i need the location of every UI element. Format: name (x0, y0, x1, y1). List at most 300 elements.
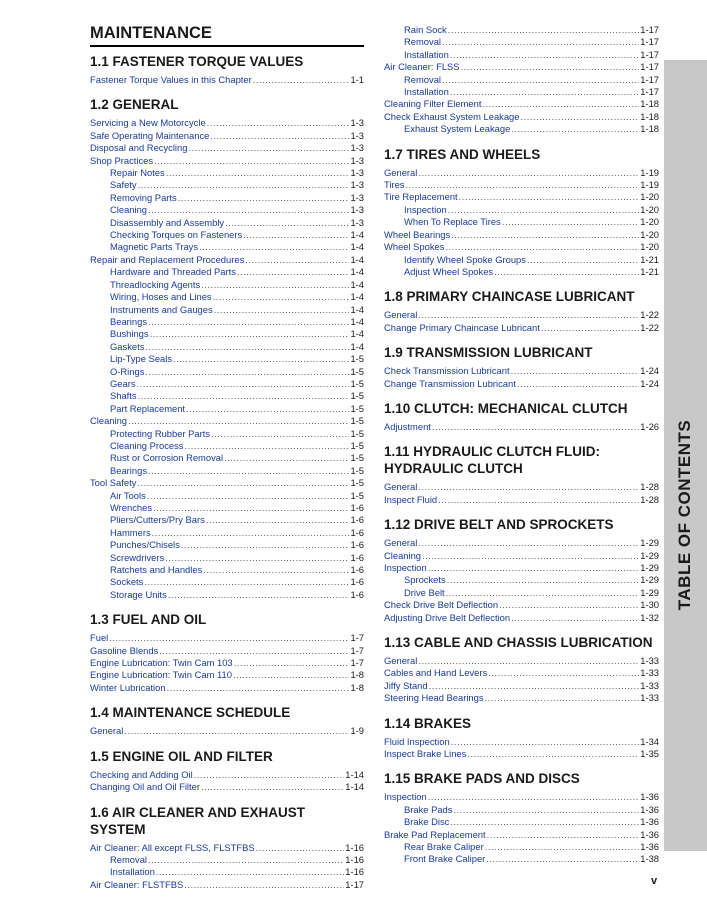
toc-entry-label[interactable]: Rain Sock (404, 24, 447, 35)
toc-entry-page[interactable]: 1-29 (640, 586, 659, 598)
toc-entry-label[interactable]: O-Rings (110, 365, 145, 377)
toc-entry-page[interactable]: 1-5 (350, 464, 364, 476)
toc-entry[interactable] (90, 854, 364, 866)
toc-entry[interactable] (90, 539, 364, 551)
toc-entry-label[interactable]: Adjustment (384, 420, 431, 432)
toc-entry[interactable] (90, 879, 364, 891)
toc-entry[interactable] (90, 514, 364, 526)
toc-entry-label[interactable]: Wheel Spokes (384, 241, 445, 253)
toc-entry-label[interactable]: Adjusting Drive Belt Deflection (384, 611, 511, 623)
toc-entry-label[interactable]: General (384, 537, 418, 549)
toc-entry-label[interactable]: General (384, 166, 418, 178)
toc-entry-label[interactable]: Repair and Replacement Procedures (90, 253, 245, 265)
toc-entry-label[interactable]: Threadlocking Agents (110, 278, 201, 290)
toc-entry-page[interactable]: 1-5 (350, 452, 364, 464)
toc-entry[interactable] (90, 552, 364, 564)
toc-entry-page[interactable]: 1-33 (640, 679, 659, 691)
toc-entry-page[interactable]: 1-36 (640, 803, 659, 815)
toc-entry-page[interactable]: 1-17 (640, 36, 659, 48)
toc-entry-page[interactable]: 1-33 (640, 655, 659, 666)
toc-entry[interactable] (90, 192, 364, 204)
toc-entry[interactable] (384, 550, 659, 562)
toc-entry-label[interactable]: Protecting Rubber Parts (110, 427, 211, 439)
toc-entry[interactable] (90, 378, 364, 390)
toc-entry[interactable] (384, 254, 659, 266)
toc-entry-page[interactable]: 1-7 (350, 657, 364, 669)
toc-entry-page[interactable]: 1-36 (640, 791, 659, 803)
toc-entry-label[interactable]: Part Replacement (110, 402, 186, 414)
toc-entry-page[interactable]: 1-29 (640, 574, 659, 586)
toc-entry-page[interactable]: 1-6 (350, 539, 364, 551)
toc-entry-page[interactable]: 1-3 (350, 154, 364, 166)
toc-entry-page[interactable]: 1-35 (640, 748, 659, 760)
toc-entry-label[interactable]: Brake Pads (404, 803, 453, 815)
toc-entry-label[interactable]: General (384, 655, 418, 666)
toc-entry[interactable] (384, 111, 659, 123)
toc-entry-page[interactable]: 1-20 (640, 203, 659, 215)
toc-entry[interactable] (90, 366, 364, 378)
toc-entry[interactable] (90, 725, 364, 737)
toc-entry-label[interactable]: Shafts (110, 390, 137, 402)
toc-entry-label[interactable]: Installation (110, 866, 155, 878)
toc-entry-page[interactable]: 1-16 (345, 841, 364, 853)
toc-entry-label[interactable]: Air Cleaner: FLSTFBS (90, 878, 184, 890)
toc-entry-label[interactable]: Safety (110, 179, 137, 191)
toc-entry-label[interactable]: Engine Lubrication: Twin Cam 110 (90, 669, 232, 681)
section-heading[interactable]: 1.1 FASTENER TORQUE VALUES (90, 54, 304, 69)
toc-entry[interactable] (384, 853, 659, 865)
toc-entry[interactable] (90, 490, 364, 502)
toc-entry-label[interactable]: Change Primary Chaincase Lubricant (384, 321, 540, 333)
toc-entry-page[interactable]: 1-17 (640, 61, 659, 73)
toc-entry-page[interactable]: 1-4 (350, 340, 364, 352)
toc-entry-label[interactable]: Cleaning Filter Element (384, 98, 482, 110)
toc-entry-page[interactable]: 1-21 (640, 265, 659, 277)
toc-entry[interactable] (384, 692, 659, 704)
toc-entry[interactable] (384, 804, 659, 816)
toc-entry-page[interactable]: 1-8 (350, 681, 364, 693)
toc-entry-label[interactable]: Servicing a New Motorcycle (90, 117, 206, 129)
toc-entry[interactable] (90, 229, 364, 241)
toc-entry-page[interactable]: 1-29 (640, 537, 659, 549)
toc-entry[interactable] (90, 241, 364, 253)
toc-entry-page[interactable]: 1-3 (350, 167, 364, 179)
toc-entry-label[interactable]: General (384, 481, 418, 493)
toc-entry[interactable] (384, 167, 659, 179)
toc-entry-label[interactable]: Pliers/Cutters/Pry Bars (110, 514, 205, 526)
toc-entry-label[interactable]: Cleaning (90, 415, 128, 427)
toc-entry-page[interactable]: 1-3 (350, 179, 364, 191)
toc-entry-label[interactable]: Cleaning Process (110, 439, 184, 451)
toc-entry-label[interactable]: Fastener Torque Values in this Chapter (90, 74, 252, 85)
toc-entry[interactable] (384, 266, 659, 278)
toc-entry[interactable] (384, 74, 659, 86)
toc-entry-page[interactable]: 1-3 (350, 129, 364, 141)
toc-entry-page[interactable]: 1-3 (350, 191, 364, 203)
toc-entry-label[interactable]: Removing Parts (110, 191, 177, 203)
toc-entry-page[interactable]: 1-33 (640, 692, 659, 704)
section-heading[interactable]: 1.13 CABLE AND CHASSIS LUBRICATION (384, 635, 653, 650)
toc-entry-label[interactable]: Fluid Inspection (384, 735, 450, 747)
toc-entry-label[interactable]: Gears (110, 377, 136, 389)
toc-entry[interactable] (90, 279, 364, 291)
toc-entry[interactable] (90, 645, 364, 657)
toc-entry-label[interactable]: Tire Replacement (384, 191, 458, 203)
toc-entry-page[interactable]: 1-38 (640, 853, 659, 865)
toc-entry[interactable] (90, 117, 364, 129)
toc-entry-label[interactable]: Disassembly and Assembly (110, 216, 225, 228)
toc-entry[interactable] (90, 341, 364, 353)
section-heading[interactable]: 1.6 AIR CLEANER AND EXHAUST SYSTEM (90, 804, 306, 837)
toc-entry-label[interactable]: Bearings (110, 315, 148, 327)
toc-entry-label[interactable]: Inspection (384, 791, 427, 803)
toc-entry-label[interactable]: Inspection (384, 561, 427, 573)
toc-entry-label[interactable]: Cables and Hand Levers (384, 667, 488, 679)
toc-entry[interactable] (90, 217, 364, 229)
toc-entry-label[interactable]: Inspect Fluid (384, 493, 438, 505)
toc-entry-page[interactable]: 1-3 (350, 204, 364, 216)
toc-entry-page[interactable]: 1-21 (640, 253, 659, 265)
toc-entry-page[interactable]: 1-4 (350, 229, 364, 241)
toc-entry[interactable] (90, 266, 364, 278)
toc-entry-label[interactable]: Installation (404, 86, 449, 98)
toc-entry-label[interactable]: Storage Units (110, 588, 167, 600)
toc-entry[interactable] (90, 657, 364, 669)
toc-entry-page[interactable]: 1-28 (640, 481, 659, 493)
toc-entry-page[interactable]: 1-3 (350, 117, 364, 129)
toc-entry-page[interactable]: 1-4 (350, 241, 364, 253)
toc-entry-label[interactable]: Air Tools (110, 489, 146, 501)
toc-entry-page[interactable]: 1-36 (640, 828, 659, 840)
toc-entry[interactable] (384, 667, 659, 679)
toc-entry-page[interactable]: 1-6 (350, 564, 364, 576)
toc-entry-label[interactable]: Instruments and Gauges (110, 303, 213, 315)
toc-entry-label[interactable]: Sprockets (404, 574, 446, 586)
toc-entry-page[interactable]: 1-14 (345, 781, 364, 793)
toc-entry-label[interactable]: Safe Operating Maintenance (90, 129, 210, 141)
toc-entry-page[interactable]: 1-5 (350, 353, 364, 365)
toc-entry[interactable] (90, 316, 364, 328)
toc-entry-page[interactable]: 1-36 (640, 816, 659, 828)
toc-entry-label[interactable]: Removal (404, 73, 441, 85)
toc-entry-page[interactable]: 1-6 (350, 588, 364, 600)
toc-entry-label[interactable]: Exhaust System Leakage (404, 123, 511, 135)
toc-entry-page[interactable]: 1-5 (350, 365, 364, 377)
section-heading[interactable]: 1.2 GENERAL (90, 97, 179, 113)
toc-entry-page[interactable]: 1-9 (350, 725, 364, 737)
toc-entry-page[interactable]: 1-4 (350, 253, 364, 265)
toc-entry-page[interactable]: 1-7 (350, 632, 364, 644)
toc-entry-page[interactable]: 1-20 (640, 228, 659, 240)
toc-entry-page[interactable]: 1-3 (350, 142, 364, 154)
section-heading[interactable]: 1.12 DRIVE BELT AND SPROCKETS (384, 517, 614, 533)
toc-entry[interactable] (384, 204, 659, 216)
toc-entry[interactable] (384, 494, 659, 506)
toc-entry-label[interactable]: Gasoline Blends (90, 644, 159, 656)
toc-entry[interactable] (384, 481, 659, 493)
toc-entry[interactable] (384, 61, 659, 73)
toc-entry-page[interactable]: 1-18 (640, 98, 659, 110)
toc-entry-page[interactable]: 1-26 (640, 420, 659, 432)
toc-entry[interactable] (384, 241, 659, 253)
toc-entry[interactable] (90, 155, 364, 167)
toc-entry-page[interactable]: 1-17 (640, 24, 659, 35)
toc-entry-label[interactable]: Jiffy Stand (384, 679, 428, 691)
toc-entry-page[interactable]: 1-16 (345, 853, 364, 865)
toc-entry-label[interactable]: Magnetic Parts Trays (110, 241, 199, 253)
toc-entry-page[interactable]: 1-22 (640, 321, 659, 333)
toc-entry[interactable] (384, 179, 659, 191)
toc-entry[interactable] (90, 415, 364, 427)
toc-entry[interactable] (90, 589, 364, 601)
toc-entry-page[interactable]: 1-5 (350, 377, 364, 389)
toc-entry-page[interactable]: 1-1 (350, 74, 364, 85)
toc-entry[interactable] (384, 229, 659, 241)
toc-entry-page[interactable]: 1-4 (350, 328, 364, 340)
toc-entry-page[interactable]: 1-6 (350, 502, 364, 513)
toc-entry-page[interactable]: 1-5 (350, 489, 364, 501)
toc-entry[interactable] (384, 216, 659, 228)
toc-entry-label[interactable]: Bushings (110, 328, 149, 340)
toc-entry-label[interactable]: Ratchets and Handles (110, 564, 203, 576)
toc-entry-label[interactable]: Check Transmission Lubricant (384, 365, 510, 377)
toc-entry[interactable] (90, 632, 364, 644)
toc-entry-label[interactable]: Air Cleaner: All except FLSS, FLSTFBS (90, 841, 255, 853)
toc-entry[interactable] (90, 328, 364, 340)
toc-entry[interactable] (384, 574, 659, 586)
toc-entry-label[interactable]: Wheel Bearings (384, 228, 451, 240)
toc-entry[interactable] (384, 841, 659, 853)
toc-entry-page[interactable]: 1-32 (640, 611, 659, 623)
toc-entry-page[interactable]: 1-5 (350, 415, 364, 427)
toc-entry[interactable] (384, 736, 659, 748)
toc-entry-page[interactable]: 1-4 (350, 266, 364, 278)
toc-entry-label[interactable]: Rear Brake Caliper (404, 841, 484, 853)
toc-entry[interactable] (90, 682, 364, 694)
toc-entry[interactable] (384, 562, 659, 574)
toc-entry-label[interactable]: Tires (384, 179, 405, 191)
toc-entry-page[interactable]: 1-36 (640, 841, 659, 853)
toc-entry-page[interactable]: 1-33 (640, 667, 659, 679)
toc-entry[interactable] (90, 403, 364, 415)
section-heading[interactable]: 1.8 PRIMARY CHAINCASE LUBRICANT (384, 289, 635, 305)
section-heading[interactable]: 1.11 HYDRAULIC CLUTCH FLUID: HYDRAULIC CLUTCH (384, 444, 601, 477)
toc-entry[interactable] (90, 440, 364, 452)
toc-entry-page[interactable]: 1-29 (640, 561, 659, 573)
toc-entry[interactable] (90, 390, 364, 402)
toc-entry[interactable] (384, 587, 659, 599)
toc-entry-label[interactable]: Removal (404, 36, 441, 48)
section-heading[interactable]: 1.5 ENGINE OIL AND FILTER (90, 748, 273, 764)
toc-entry-page[interactable]: 1-18 (640, 123, 659, 135)
toc-entry-label[interactable]: Winter Lubrication (90, 681, 166, 693)
toc-entry[interactable] (90, 291, 364, 303)
toc-entry[interactable] (384, 599, 659, 611)
toc-entry[interactable] (90, 353, 364, 365)
toc-entry-label[interactable]: Lip-Type Seals (110, 353, 173, 365)
toc-entry-page[interactable]: 1-20 (640, 191, 659, 203)
toc-entry-page[interactable]: 1-4 (350, 291, 364, 303)
toc-entry[interactable] (384, 49, 659, 61)
toc-entry[interactable] (384, 86, 659, 98)
toc-entry-label[interactable]: Engine Lubrication: Twin Cam 103 (90, 657, 233, 669)
toc-entry-page[interactable]: 1-8 (350, 669, 364, 681)
toc-entry-label[interactable]: General (90, 725, 124, 737)
toc-entry-page[interactable]: 1-20 (640, 241, 659, 253)
toc-entry[interactable] (90, 304, 364, 316)
section-heading[interactable]: 1.3 FUEL AND OIL (90, 612, 207, 628)
toc-entry-page[interactable]: 1-5 (350, 402, 364, 414)
toc-entry-label[interactable]: Screwdrivers (110, 551, 165, 563)
toc-entry-label[interactable]: Inspect Brake Lines (384, 748, 467, 760)
toc-entry-label[interactable]: Rust or Corrosion Removal (110, 452, 224, 464)
toc-entry[interactable] (384, 680, 659, 692)
toc-entry-label[interactable]: Steering Head Bearings (384, 692, 484, 704)
section-heading[interactable]: 1.15 BRAKE PADS AND DISCS (384, 771, 580, 787)
toc-entry[interactable] (384, 537, 659, 549)
toc-entry-page[interactable]: 1-4 (350, 278, 364, 290)
toc-entry[interactable] (90, 477, 364, 489)
toc-entry-page[interactable]: 1-6 (350, 576, 364, 588)
toc-entry-page[interactable]: 1-4 (350, 303, 364, 315)
section-heading[interactable]: 1.14 BRAKES (384, 715, 472, 731)
toc-entry-page[interactable]: 1-3 (350, 216, 364, 228)
toc-entry-page[interactable]: 1-29 (640, 549, 659, 561)
toc-entry[interactable] (90, 576, 364, 588)
toc-entry-page[interactable]: 1-7 (350, 644, 364, 656)
toc-entry-label[interactable]: Changing Oil and Oil Filter (90, 781, 200, 793)
toc-entry-page[interactable]: 1-14 (345, 768, 364, 780)
toc-entry-page[interactable]: 1-17 (640, 48, 659, 60)
toc-entry-label[interactable]: Shop Practices (90, 154, 154, 166)
toc-entry-label[interactable]: Brake Pad Replacement (384, 828, 486, 840)
toc-entry[interactable] (384, 612, 659, 624)
toc-entry-page[interactable]: 1-19 (640, 179, 659, 191)
toc-entry[interactable] (384, 378, 659, 390)
toc-entry[interactable] (90, 74, 364, 86)
toc-entry-page[interactable]: 1-5 (350, 477, 364, 489)
toc-entry[interactable] (384, 123, 659, 135)
toc-entry-label[interactable]: Fuel (90, 632, 109, 644)
toc-entry-label[interactable]: Removal (110, 853, 147, 865)
toc-entry-page[interactable]: 1-16 (345, 866, 364, 878)
toc-entry[interactable] (90, 527, 364, 539)
toc-entry-label[interactable]: Bearings (110, 464, 148, 476)
toc-entry[interactable] (90, 204, 364, 216)
toc-entry[interactable] (384, 322, 659, 334)
toc-entry-label[interactable]: Installation (404, 48, 449, 60)
toc-entry[interactable] (90, 669, 364, 681)
toc-entry[interactable] (90, 866, 364, 878)
toc-entry[interactable] (384, 36, 659, 48)
toc-entry-label[interactable]: Disposal and Recycling (90, 142, 188, 154)
section-heading[interactable]: 1.7 TIRES AND WHEELS (384, 146, 541, 162)
toc-entry-label[interactable]: Punches/Chisels (110, 539, 180, 551)
toc-entry[interactable] (90, 781, 364, 793)
toc-entry[interactable] (90, 179, 364, 191)
toc-entry[interactable] (90, 130, 364, 142)
toc-entry-page[interactable]: 1-5 (350, 390, 364, 402)
toc-entry[interactable] (384, 98, 659, 110)
toc-entry-page[interactable]: 1-28 (640, 493, 659, 505)
toc-entry-label[interactable]: Identify Wheel Spoke Groups (404, 253, 526, 265)
toc-entry-page[interactable]: 1-30 (640, 599, 659, 611)
toc-entry-label[interactable]: Cleaning (384, 549, 422, 561)
toc-entry[interactable] (90, 465, 364, 477)
toc-entry-page[interactable]: 1-17 (345, 878, 364, 890)
toc-entry-label[interactable]: Check Exhaust System Leakage (384, 110, 520, 122)
toc-entry[interactable] (384, 829, 659, 841)
toc-entry-page[interactable]: 1-20 (640, 216, 659, 228)
toc-entry-page[interactable]: 1-17 (640, 86, 659, 98)
toc-entry-label[interactable]: Checking Torques on Fasteners (110, 229, 243, 241)
toc-entry[interactable] (90, 564, 364, 576)
toc-entry[interactable] (384, 791, 659, 803)
toc-entry-label[interactable]: Sockets (110, 576, 144, 588)
section-heading[interactable]: 1.4 MAINTENANCE SCHEDULE (90, 705, 291, 721)
toc-entry-page[interactable]: 1-5 (350, 439, 364, 451)
toc-entry[interactable] (384, 421, 659, 433)
toc-entry-page[interactable]: 1-19 (640, 166, 659, 178)
toc-entry-page[interactable]: 1-5 (350, 427, 364, 439)
toc-entry[interactable] (384, 816, 659, 828)
toc-entry[interactable] (90, 452, 364, 464)
toc-entry-page[interactable]: 1-24 (640, 377, 659, 389)
toc-entry-page[interactable]: 1-22 (640, 309, 659, 321)
toc-entry-page[interactable]: 1-34 (640, 735, 659, 747)
toc-entry-label[interactable]: Front Brake Caliper (404, 853, 486, 865)
toc-entry[interactable] (384, 24, 659, 36)
toc-entry[interactable] (90, 167, 364, 179)
toc-entry-label[interactable]: Change Transmission Lubricant (384, 377, 516, 389)
toc-entry-label[interactable]: When To Replace Tires (404, 216, 501, 228)
toc-entry-page[interactable]: 1-18 (640, 110, 659, 122)
toc-entry-label[interactable]: Cleaning (110, 204, 148, 216)
toc-entry-label[interactable]: Check Drive Belt Deflection (384, 599, 499, 611)
toc-entry-label[interactable]: Tool Safety (90, 477, 137, 489)
toc-entry-label[interactable]: Drive Belt (404, 586, 445, 598)
toc-entry-label[interactable]: Air Cleaner: FLSS (384, 61, 460, 73)
toc-entry-label[interactable]: Gaskets (110, 340, 145, 352)
toc-entry-label[interactable]: Repair Notes (110, 167, 165, 179)
toc-entry-label[interactable]: Checking and Adding Oil (90, 768, 193, 780)
toc-entry-page[interactable]: 1-6 (350, 526, 364, 538)
toc-entry[interactable] (384, 309, 659, 321)
toc-entry-label[interactable]: Brake Disc (404, 816, 450, 828)
toc-entry[interactable] (384, 365, 659, 377)
toc-entry-label[interactable]: Wrenches (110, 502, 153, 513)
toc-entry-page[interactable]: 1-4 (350, 315, 364, 327)
section-heading[interactable]: 1.9 TRANSMISSION LUBRICANT (384, 345, 593, 361)
toc-entry-page[interactable]: 1-6 (350, 514, 364, 526)
toc-entry-page[interactable]: 1-24 (640, 365, 659, 377)
toc-entry[interactable] (90, 842, 364, 854)
toc-entry[interactable] (384, 655, 659, 667)
toc-entry[interactable] (384, 748, 659, 760)
toc-entry[interactable] (90, 428, 364, 440)
toc-entry[interactable] (90, 502, 364, 514)
toc-entry-label[interactable]: Inspection (404, 203, 447, 215)
toc-entry-label[interactable]: Hardware and Threaded Parts (110, 266, 236, 278)
toc-entry[interactable] (90, 254, 364, 266)
toc-entry[interactable] (90, 769, 364, 781)
toc-entry-page[interactable]: 1-6 (350, 551, 364, 563)
toc-entry[interactable] (384, 191, 659, 203)
toc-entry-label[interactable]: Adjust Wheel Spokes (404, 265, 494, 277)
toc-entry-label[interactable]: Hammers (110, 526, 151, 538)
section-heading[interactable]: 1.10 CLUTCH: MECHANICAL CLUTCH (384, 400, 628, 416)
toc-entry-label[interactable]: Wiring, Hoses and Lines (110, 291, 212, 303)
